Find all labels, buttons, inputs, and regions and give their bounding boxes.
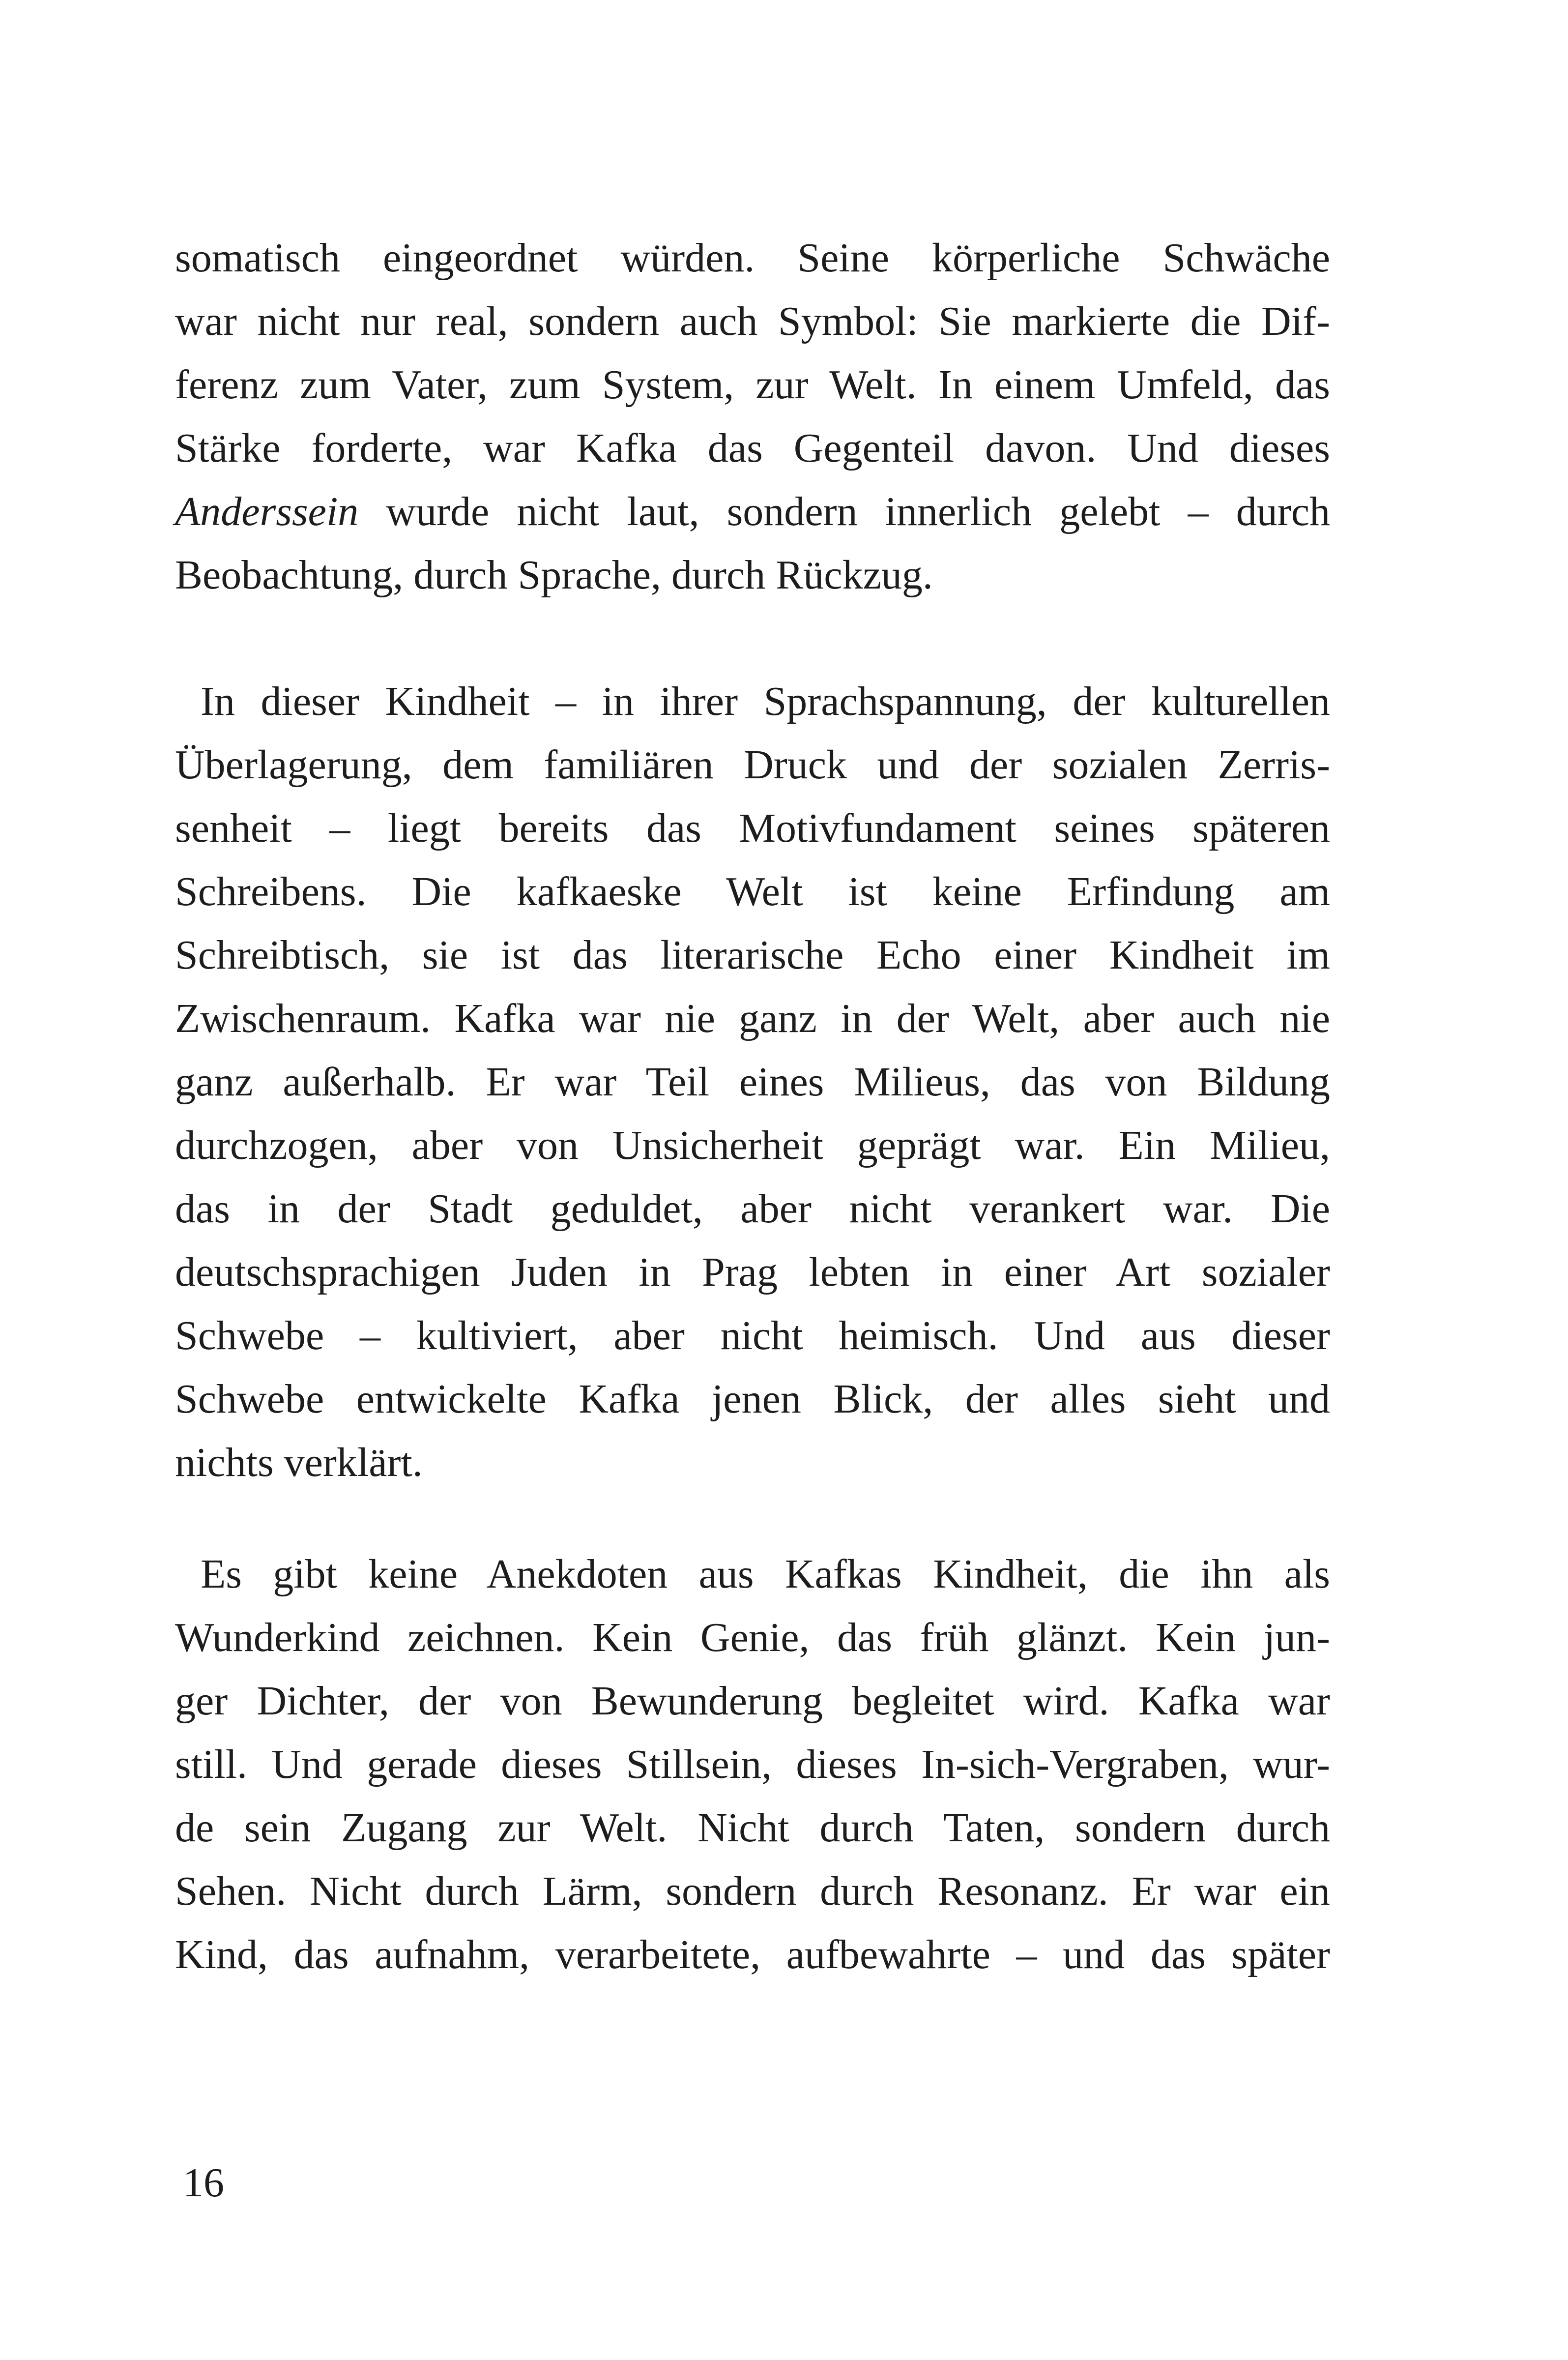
text-line: Es gibt keine Anekdoten aus Kafkas Kindheit, die ihn als xyxy=(201,1551,1330,1597)
text-line: nichts verklärt. xyxy=(175,1440,423,1485)
text-line: Schwebe – kultiviert, aber nicht heimisch. Und aus dieser xyxy=(175,1313,1330,1358)
text-line xyxy=(175,480,1330,543)
text-line: deutschsprachigen Juden in Prag lebten in einer Art sozialer xyxy=(175,1249,1330,1295)
text-line: In dieser Kindheit – in ihrer Sprachspannung, der kulturellen xyxy=(201,678,1330,724)
text-line: Wunderkind zeichnen. Kein Genie, das früh glänzt. Kein jun- xyxy=(175,1615,1330,1660)
paragraph-3 xyxy=(175,1542,1330,1986)
text-line: de sein Zugang zur Welt. Nicht durch Taten, sondern durch xyxy=(175,1805,1330,1851)
text-line: Überlagerung, dem familiären Druck und der sozialen Zerris- xyxy=(175,742,1330,788)
text-line: ganz außerhalb. Er war Teil eines Milieus, das von Bildung xyxy=(175,1059,1330,1105)
text-line: Kind, das aufnahm, verarbeitete, aufbewahrte – und das später xyxy=(175,1932,1330,1977)
text-line-rest: wurde nicht laut, sondern innerlich gelebt – durch xyxy=(358,489,1330,534)
text-line: das in der Stadt geduldet, aber nicht verankert war. Die xyxy=(175,1186,1330,1232)
text-line: senheit – liegt bereits das Motivfundament seines späteren xyxy=(175,805,1330,851)
text-line: Schreibtisch, sie ist das literarische Echo einer Kindheit im xyxy=(175,932,1330,978)
text-line: Stärke forderte, war Kafka das Gegenteil davon. Und dieses xyxy=(175,425,1330,471)
text-line: still. Und gerade dieses Stillsein, dieses In-sich-Vergraben, wur- xyxy=(175,1741,1330,1787)
italic-term: Anderssein xyxy=(175,489,359,534)
text-line: Beobachtung, durch Sprache, durch Rückzug. xyxy=(175,552,933,598)
text-line: ferenz zum Vater, zum System, zur Welt. In einem Umfeld, das xyxy=(175,362,1330,408)
text-line: somatisch eingeordnet würden. Seine körperliche Schwäche xyxy=(175,235,1330,281)
text-line: Schreibens. Die kafkaeske Welt ist keine Erfindung am xyxy=(175,869,1330,914)
text-line: Sehen. Nicht durch Lärm, sondern durch Resonanz. Er war ein xyxy=(175,1868,1330,1914)
text-line: Schwebe entwickelte Kafka jenen Blick, der alles sieht und xyxy=(175,1376,1330,1422)
text-line: Zwischenraum. Kafka war nie ganz in der Welt, aber auch nie xyxy=(175,996,1330,1041)
paragraph-1 xyxy=(175,226,1330,607)
page-number: 16 xyxy=(183,2160,224,2206)
text-line: ger Dichter, der von Bewunderung begleitet wird. Kafka war xyxy=(175,1678,1330,1724)
paragraph-2 xyxy=(175,670,1330,1494)
text-line: durchzogen, aber von Unsicherheit geprägt war. Ein Milieu, xyxy=(175,1122,1330,1168)
text-line: war nicht nur real, sondern auch Symbol: Sie markierte die Dif- xyxy=(175,298,1330,344)
